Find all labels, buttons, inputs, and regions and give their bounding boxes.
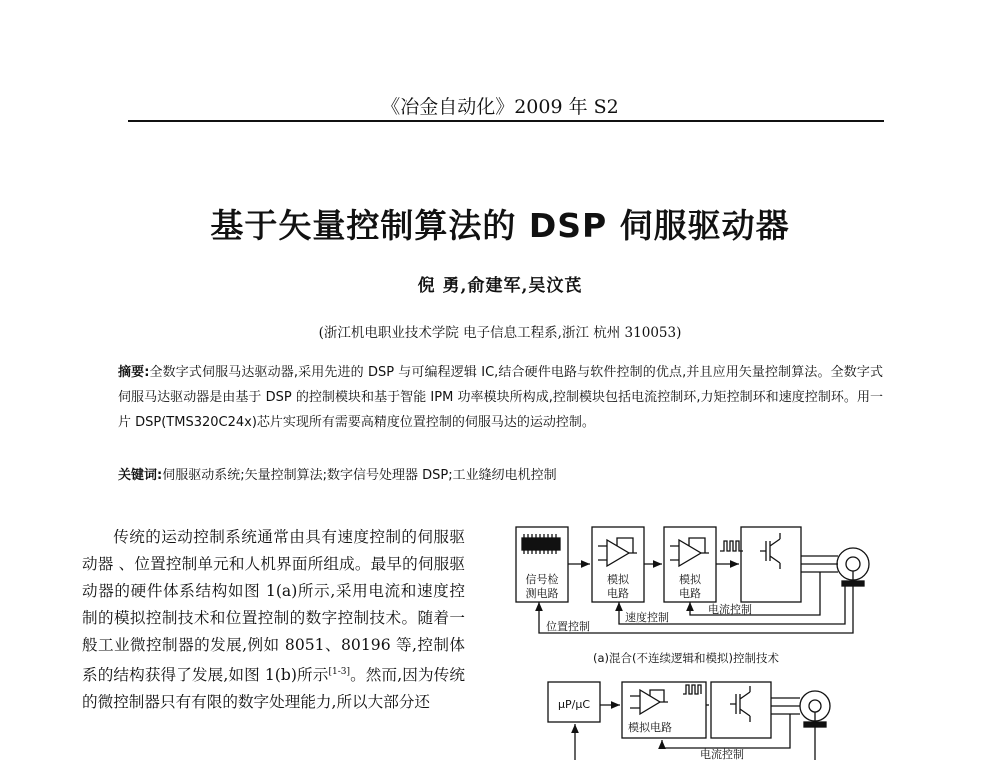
- citation: [1-3]: [328, 667, 350, 677]
- mcu-label: μP/μC: [557, 698, 591, 711]
- keywords-label: 关键词:: [118, 468, 163, 483]
- position-loop-label: 位置控制: [546, 620, 590, 633]
- authors: 倪 勇,俞建军,吴汶芪: [417, 276, 583, 296]
- header-rule: [128, 120, 884, 122]
- analog1-label-2: 电路: [607, 587, 629, 600]
- chip-icon: [522, 534, 560, 554]
- figure-1: [470, 508, 890, 760]
- body-paragraph: [82, 524, 465, 716]
- current-loop-b-label: 电流控制: [700, 748, 744, 760]
- keywords-text: 伺服驱动系统;矢量控制算法;数字信号处理器 DSP;工业缝纫电机控制: [162, 468, 557, 483]
- detect-label-1: 信号检: [525, 573, 559, 586]
- igbt-icon: [760, 533, 780, 569]
- abstract-text: 全数字式伺服马达驱动器,采用先进的 DSP 与可编程逻辑 IC,结合硬件电路与软件控制的优点,并且应用矢量控制算法。全数字式伺服马达驱动器是由基于 DSP 的控制模块和基于智能 IPM 功率模块所构成,控制模块包括电流控制环,力矩控制环和速度控制环。用一片 DSP(TMS320C24x)芯片实现所有需要高精度位置控制的伺服马达的运动控制。: [118, 365, 883, 430]
- analog2-label-2: 电路: [679, 587, 701, 600]
- figure-a-caption: (a)混合(不连续逻辑和模拟)控制技术: [593, 651, 779, 665]
- current-loop-label: 电流控制: [708, 603, 752, 616]
- abstract-label: 摘要:: [118, 365, 150, 380]
- analog1-label-1: 模拟: [607, 573, 629, 586]
- body-text: [82, 524, 465, 716]
- igbt-icon-b: [730, 686, 750, 722]
- detect-label-2: 测电路: [525, 587, 559, 600]
- opamp-icon-1: [598, 538, 637, 566]
- opamp-icon-2: [670, 538, 709, 566]
- speed-loop-label: 速度控制: [625, 611, 669, 624]
- affiliation: (浙江机电职业技术学院 电子信息工程系,浙江 杭州 310053): [318, 325, 682, 341]
- inverter-block: [741, 527, 801, 602]
- opamp-icon-b: [630, 690, 668, 714]
- pwm-pulse-icon-b: [683, 685, 701, 694]
- journal-header: 《冶金自动化》2009 年 S2: [381, 96, 619, 118]
- pwm-pulse-icon: [720, 541, 743, 551]
- keywords: [118, 464, 883, 483]
- analog2-label-1: 模拟: [679, 573, 701, 586]
- motor-icon-a: [837, 548, 869, 586]
- body-text-part1: 传统的运动控制系统通常由具有速度控制的伺服驱动器 、位置控制单元和人机界面所组成。最早的伺服驱动器的硬件体系结构如图 1(a)所示,采用电流和速度控制的模拟控制技术和位置控制的数字控制技术。随着一般工业微控制器的发展,例如 8051、80196 等,控制体系的结构获得了发展,如图 1(b)所示: [82, 528, 465, 685]
- abstract: [118, 360, 883, 435]
- analog-b-label: 模拟电路: [628, 721, 672, 734]
- paper-title: 基于矢量控制算法的 DSP 伺服驱动器: [210, 206, 790, 245]
- body-text-part2: 。然而,因为传统的微控制器只有有限的数字处理能力,所以大部分还: [82, 666, 465, 712]
- motor-icon-b: [800, 691, 830, 727]
